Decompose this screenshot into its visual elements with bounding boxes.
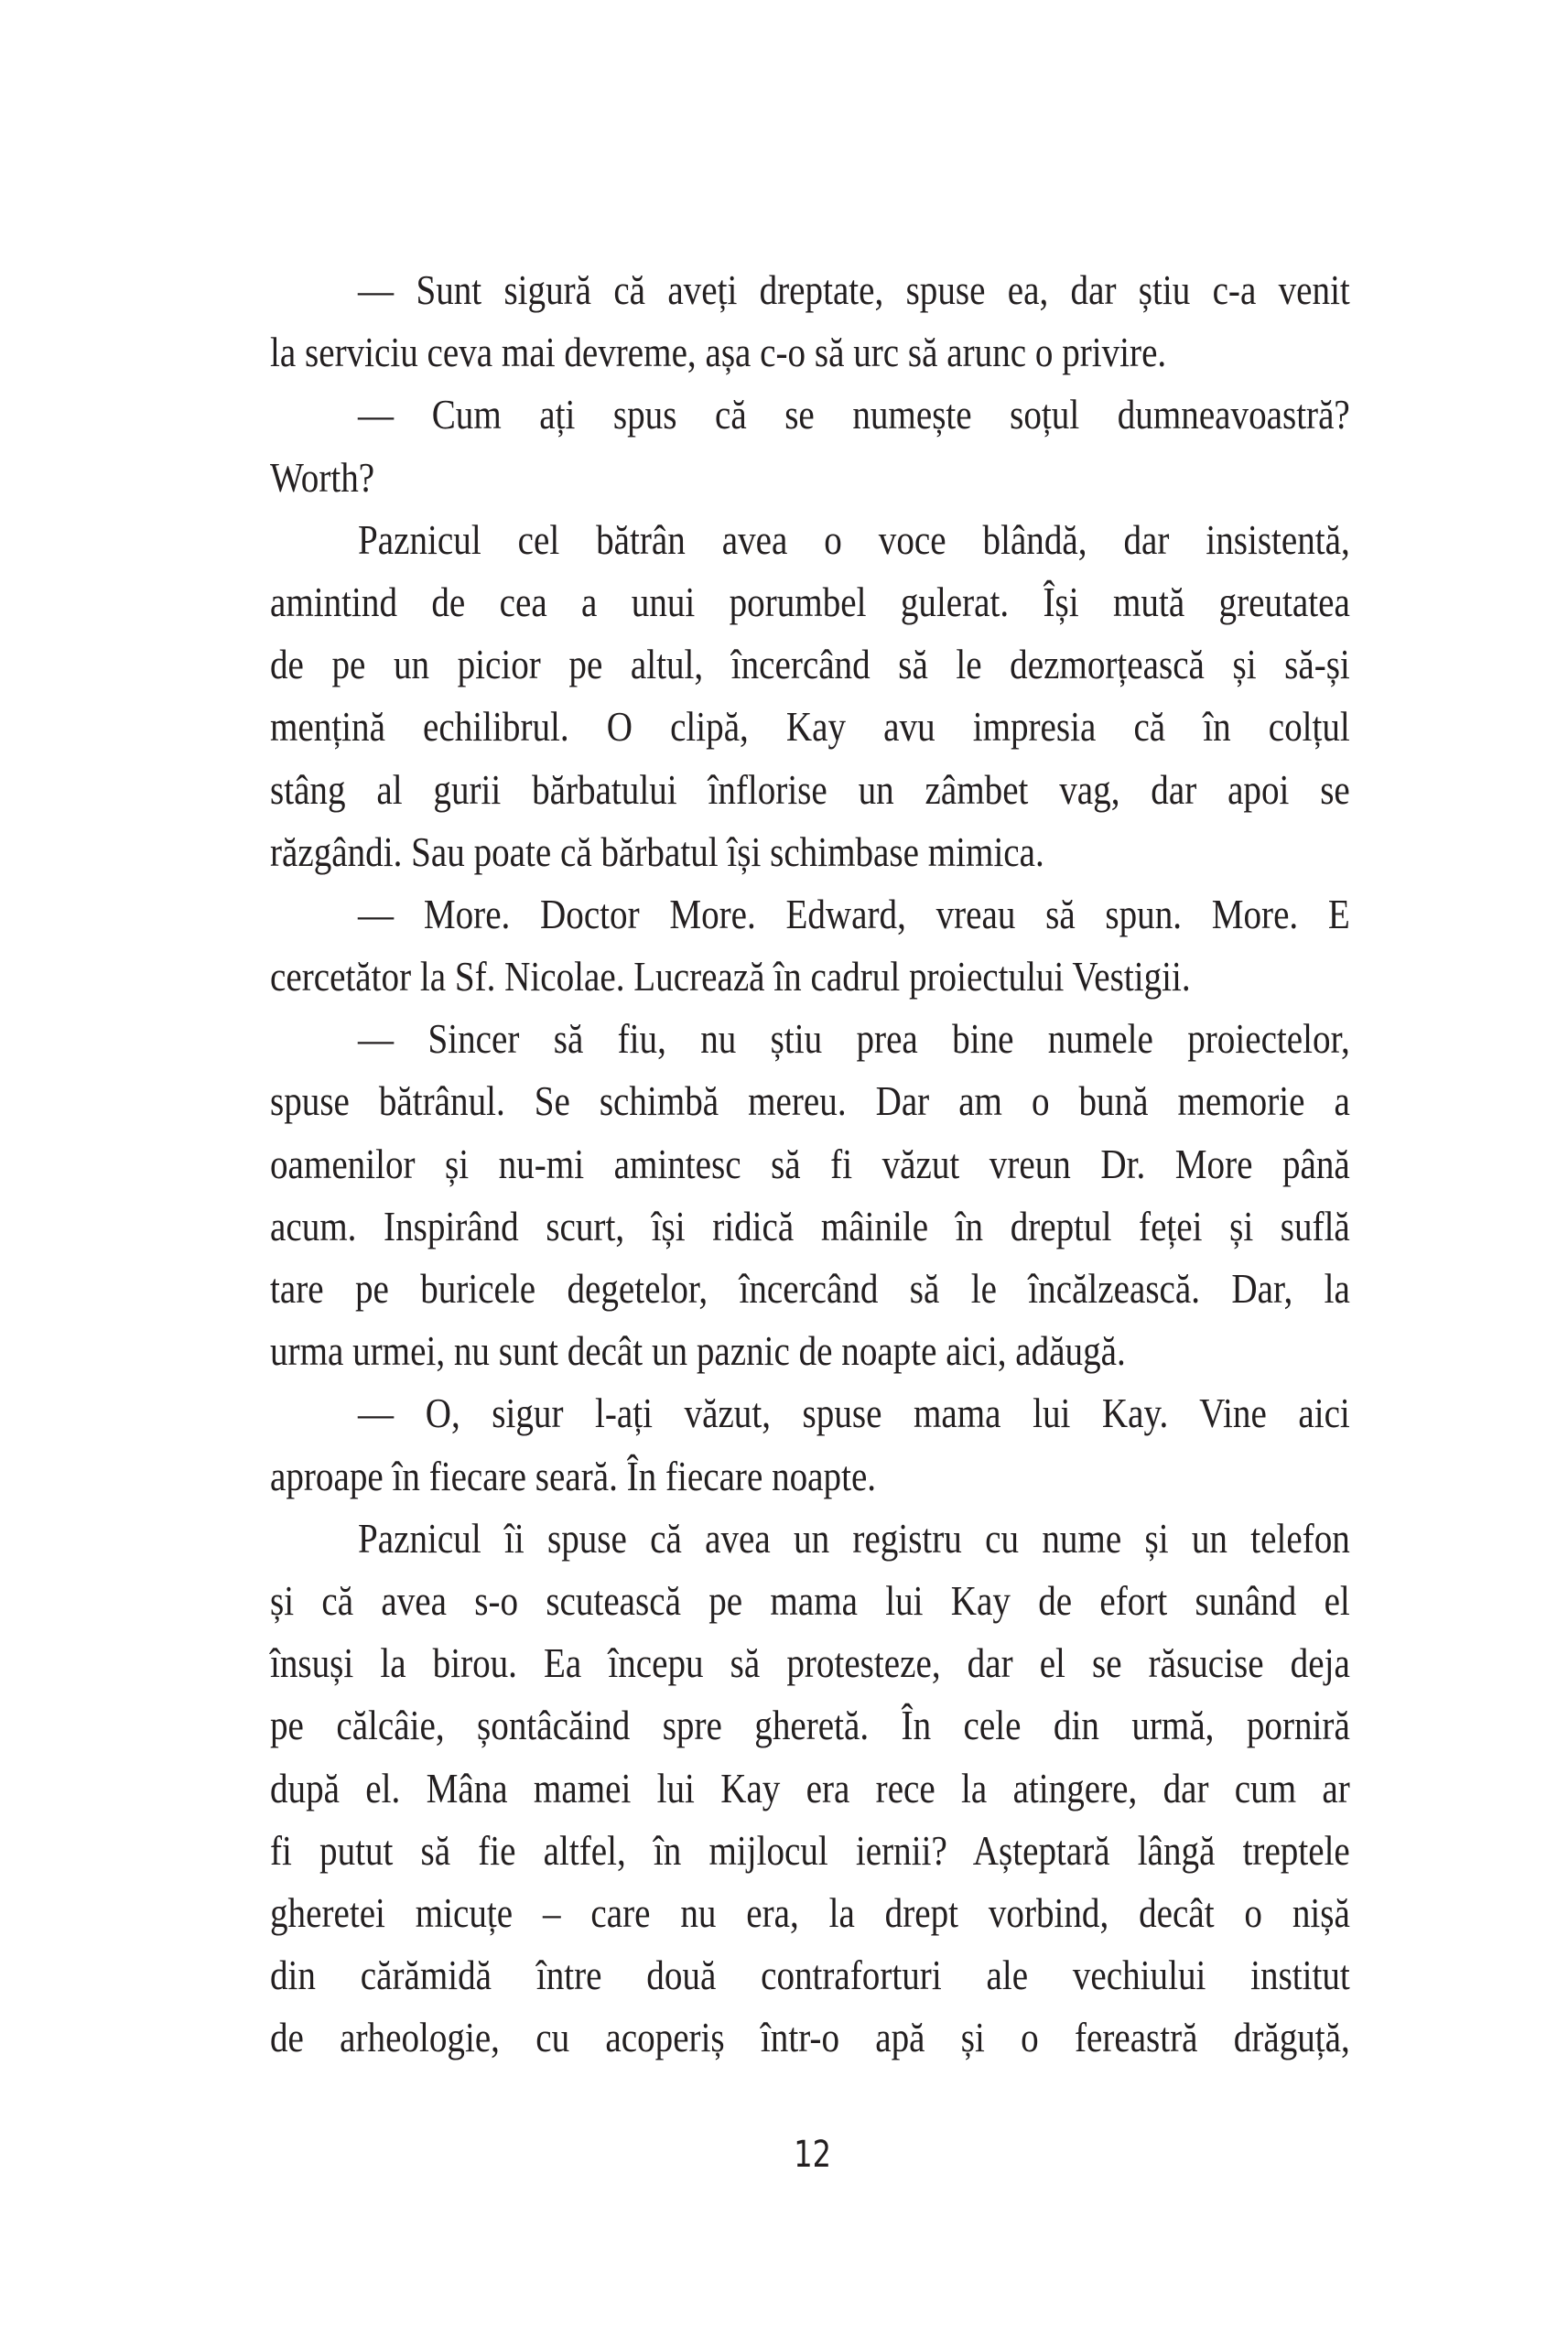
page-number	[163, 2133, 1417, 2177]
text-line: — More. Doctor More. Edward, vreau să spun. More. E	[358, 890, 1350, 937]
body-text	[270, 259, 1350, 2069]
text-line: urma urmei, nu sunt decât un paznic de noapte aici, adăugă.	[270, 1327, 1126, 1375]
text-line: răzgândi. Sau poate că bărbatul își schimbase mimica.	[270, 827, 1044, 875]
text-line: aproape în fiecare seară. În fiecare noapte.	[270, 1452, 877, 1499]
text-line: mențină echilibrul. O clipă, Kay avu impresia că în colțul	[270, 703, 1350, 751]
text-line: de arheologie, cu acoperiș într-o apă și o fereastră drăguță,	[270, 2014, 1350, 2061]
text-line: — Cum ați spus că se numește soțul dumneavoastră?	[358, 391, 1350, 438]
text-line: din cărămidă între două contraforturi ale vechiului institut	[270, 1952, 1350, 1999]
text-line: — Sunt sigură că aveți dreptate, spuse ea, dar știu c-a venit	[358, 266, 1350, 313]
text-line: oamenilor și nu-mi amintesc să fi văzut vreun Dr. More până	[270, 1140, 1350, 1187]
page-number-text: 12	[794, 2134, 831, 2176]
text-line: Worth?	[270, 453, 375, 501]
text-line: Paznicul îi spuse că avea un registru cu nume și un telefon	[358, 1514, 1350, 1562]
text-line: tare pe buricele degetelor, încercând să le încălzească. Dar, la	[270, 1265, 1350, 1312]
text-line: — Sincer să fiu, nu știu prea bine numele proiectelor,	[358, 1015, 1350, 1063]
text-line: amintind de cea a unui porumbel gulerat. Își mută greutatea	[270, 578, 1350, 625]
text-line: gheretei micuțe – care nu era, la drept vorbind, decât o nișă	[270, 1888, 1350, 1936]
text-line: Paznicul cel bătrân avea o voce blândă, dar insistentă,	[358, 515, 1350, 563]
text-line: și că avea s-o scutească pe mama lui Kay de efort sunând el	[270, 1576, 1350, 1624]
text-line: stâng al gurii bărbatului înflorise un zâmbet vag, dar apoi se	[270, 765, 1350, 813]
text-line: acum. Inspirând scurt, își ridică mâinile în dreptul feței și suflă	[270, 1202, 1350, 1249]
text-line: de pe un picior pe altul, încercând să le dezmorțească și să-și	[270, 641, 1350, 688]
text-line: cercetător la Sf. Nicolae. Lucrează în cadrul proiectului Vestigii.	[270, 953, 1191, 1000]
text-line: după el. Mâna mamei lui Kay era rece la atingere, dar cum ar	[270, 1764, 1350, 1811]
text-line: fi putut să fie altfel, în mijlocul iernii? Așteptară lângă treptele	[270, 1826, 1350, 1874]
text-line: însuși la birou. Ea începu să protesteze, dar el se răsucise deja	[270, 1639, 1350, 1687]
text-line: la serviciu ceva mai devreme, așa c-o să urc să arunc o privire.	[270, 329, 1167, 376]
text-line: spuse bătrânul. Se schimbă mereu. Dar am o bună memorie a	[270, 1077, 1350, 1125]
text-line: — O, sigur l-ați văzut, spuse mama lui Kay. Vine aici	[358, 1390, 1350, 1437]
text-line: pe călcâie, șontâcăind spre gheretă. În cele din urmă, porniră	[270, 1702, 1350, 1749]
